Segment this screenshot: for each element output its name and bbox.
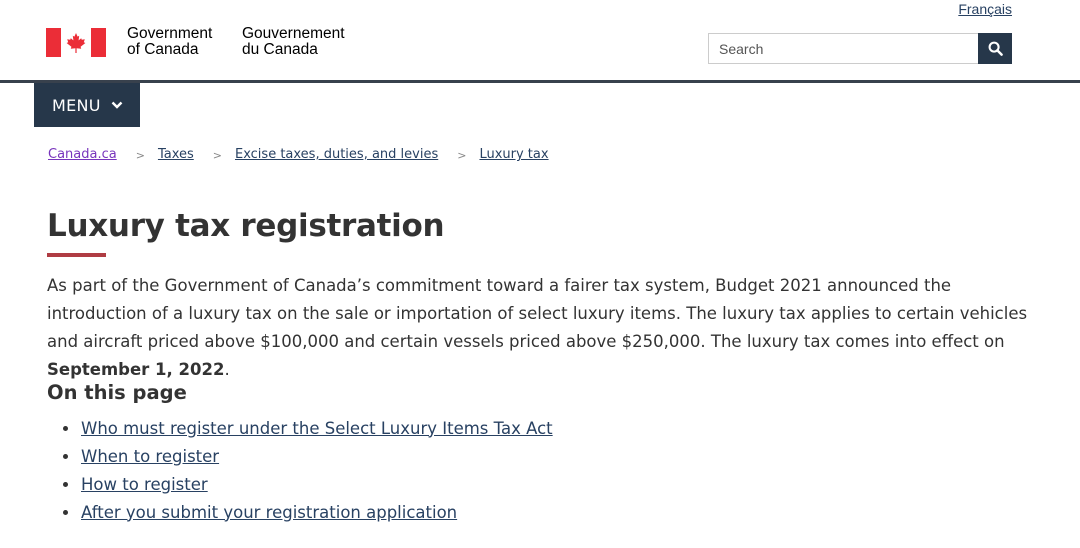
intro-text: As part of the Government of Canada’s commitment toward a fairer tax system, Budget 2021 announced the introduction of a luxury tax on the sale or importation of select luxury items. The luxury tax applies to certain vehicles and aircraft priced above $100,000 and certain vessels priced above $250,000. The luxury tax comes into effect on [47, 276, 1028, 351]
gov-fr-line2: du Canada [242, 41, 318, 58]
gov-en-line1: Government [127, 25, 213, 42]
list-item [63, 498, 553, 526]
title-underline [47, 253, 106, 257]
canada-flag-icon [46, 28, 106, 57]
page-title: Luxury tax registration [47, 208, 445, 244]
toc-link-how-to-register[interactable]: How to register [81, 474, 208, 494]
breadcrumb-canada-ca[interactable]: Canada.ca [48, 147, 117, 162]
chevron-down-icon [111, 101, 123, 109]
intro-end: . [224, 360, 230, 379]
header-divider [0, 80, 1080, 83]
intro-paragraph [47, 272, 1037, 384]
breadcrumb [48, 147, 549, 165]
menu-button[interactable] [34, 83, 140, 127]
breadcrumb-separator: > [212, 149, 222, 162]
gov-fr-line1: Gouvernement [242, 25, 345, 42]
bullet-icon [63, 426, 68, 431]
gov-en-line2: of Canada [127, 41, 199, 58]
government-signature[interactable] [46, 26, 345, 58]
bullet-icon [63, 454, 68, 459]
bullet-icon [63, 510, 68, 515]
toc-heading: On this page [47, 381, 187, 404]
toc-link-who-must-register[interactable]: Who must register under the Select Luxury Items Tax Act [81, 418, 553, 438]
list-item [63, 470, 553, 498]
list-item [63, 442, 553, 470]
site-search [708, 33, 1012, 64]
toc-link-when-to-register[interactable]: When to register [81, 446, 220, 466]
on-this-page-list [63, 414, 553, 526]
search-icon [988, 41, 1003, 56]
search-button[interactable] [978, 33, 1012, 64]
government-wordmark [127, 26, 345, 58]
toc-link-after-you-submit[interactable]: After you submit your registration application [81, 502, 458, 522]
breadcrumb-luxury-tax[interactable]: Luxury tax [479, 147, 549, 162]
breadcrumb-excise-taxes[interactable]: Excise taxes, duties, and levies [234, 147, 439, 162]
language-toggle-link[interactable]: Français [958, 1, 1012, 17]
menu-label: MENU [52, 95, 101, 115]
breadcrumb-separator: > [457, 149, 467, 162]
list-item [63, 414, 553, 442]
search-input[interactable] [708, 33, 978, 64]
breadcrumb-taxes[interactable]: Taxes [157, 147, 194, 162]
effective-date: September 1, 2022 [47, 360, 225, 379]
bullet-icon [63, 482, 68, 487]
breadcrumb-separator: > [135, 149, 145, 162]
